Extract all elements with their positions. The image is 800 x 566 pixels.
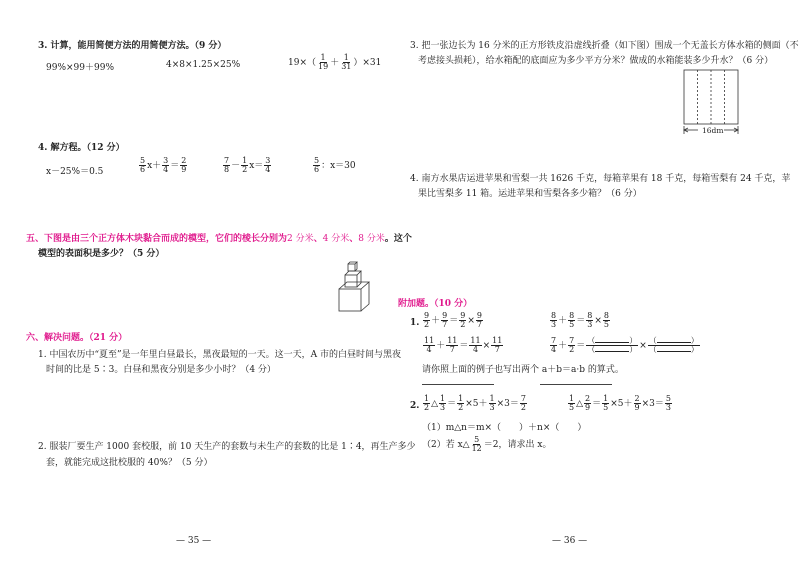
bonus-heading: 附加题。（10 分） xyxy=(398,299,473,309)
page-number-right: — 36 — xyxy=(552,536,588,546)
answer-blank[interactable] xyxy=(657,351,691,352)
bonus-sub1: （1）m△n＝m×（ ）＋n×（ ） xyxy=(422,423,587,433)
answer-blank[interactable] xyxy=(595,342,629,343)
s6-q1-line1: 1. 中国农历中“夏至”是一年里白昼最长，黑夜最短的一天。这一天，A 市的白昼时间与黑夜 xyxy=(38,350,402,360)
section5-heading: 五、下图是由三个正方体木块黏合而成的模型，它们的棱长分别为2 分米、4 分米、8 分米。这个 xyxy=(26,234,412,244)
calc-expression-2: 4×8×1.25×25% xyxy=(166,60,241,70)
answer-line-1[interactable] xyxy=(422,384,494,385)
page-number-left: — 35 — xyxy=(176,536,212,546)
calc-expression-3: 19×（ $\frac{1}{19}$ ＋ $\frac{1}{31}$ ）×31 xyxy=(288,53,382,71)
bonus-p2-example-left: $\frac{1}{2}$ △ $\frac{1}{3}$ ＝ $\frac{1}{2}$ ×5＋ $\frac{1}{3}$ ×3＝ $\frac{7}{2}$ xyxy=(424,394,526,412)
s6-q1-line2: 时间的比是 5∶3。白昼和黑夜分别是多少小时？（4 分） xyxy=(46,365,276,375)
section5-line2: 模型的表面积是多少？（5 分） xyxy=(38,249,165,259)
answer-line-2[interactable] xyxy=(540,384,612,385)
bonus-instruction: 请你照上面的例子也写出两个 a＋b＝a·b 的算式。 xyxy=(422,365,624,375)
s6-q2-line1: 2. 服装厂要生产 1000 套校服，前 10 天生产的套数与未生产的套数的比是 1∶4，再生产多少 xyxy=(38,442,416,452)
equation-4: $\frac{5}{6}$ ：x＝30 xyxy=(314,156,356,174)
bonus-p2-example-right: $\frac{1}{5}$ △ $\frac{2}{9}$ ＝ $\frac{1}{5}$ ×5＋ $\frac{2}{9}$ ×3＝ $\frac{5}{3}$ xyxy=(569,394,671,412)
q3-title: 3. 计算，能用简便方法的用简便方法。（9 分） xyxy=(38,41,227,51)
r-q4-line1: 4. 南方水果店运进苹果和雪梨一共 1626 千克，每箱苹果有 18 千克，每箱雪梨有 24 千克，苹 xyxy=(410,174,791,184)
bonus-row2-left: $\frac{11}{4}$ ＋ $\frac{11}{7}$ ＝ $\frac{11}{4}$ × $\frac{11}{7}$ xyxy=(424,336,503,354)
q4-title: 4. 解方程。（12 分） xyxy=(38,143,125,153)
equation-3: $\frac{7}{8}$ － $\frac{1}{2}$ x＝ $\frac{3}{4}$ xyxy=(224,156,271,174)
answer-blank[interactable] xyxy=(657,342,691,343)
r-q3-line1: 3. 把一张边长为 16 分米的正方形铁皮沿虚线折叠（如下图）围成一个无盖长方体水箱的侧面（不 xyxy=(410,41,799,51)
s6-q2-line2: 套，就能完成这批校服的 40%？（5 分） xyxy=(46,458,213,468)
calc-expression-1: 99%×99＋99% xyxy=(46,63,115,73)
equation-1: x－25%＝0.5 xyxy=(46,167,104,177)
bonus-sub2: （2）若 x△ $\frac{5}{12}$ ＝2，请求出 x。 xyxy=(422,435,552,453)
r-q3-line2: 考虑接头损耗），给水箱配的底面应为多少平方分米？做成的水箱能装多少升水？（6 分） xyxy=(418,56,774,66)
bonus-p1-label: 1. xyxy=(410,318,420,328)
answer-blank[interactable] xyxy=(595,351,629,352)
bonus-row1-right: $\frac{8}{3}$ ＋ $\frac{8}{5}$ ＝ $\frac{8}{3}$ × $\frac{8}{5}$ xyxy=(551,311,609,329)
r-q4-line2: 果比雪梨多 11 箱。运进苹果和雪梨各多少箱？（6 分） xyxy=(418,189,642,199)
stacked-cubes-figure xyxy=(336,255,376,313)
equation-2: $\frac{5}{6}$ x＋ $\frac{3}{4}$ ＝ $\frac{2}{9}$ xyxy=(140,156,187,174)
bonus-p2-label: 2. xyxy=(410,401,420,411)
bonus-row1-left: $\frac{9}{2}$ ＋ $\frac{9}{7}$ ＝ $\frac{9}{2}$ × $\frac{9}{7}$ xyxy=(424,311,482,329)
figure-dimension-label: 16dm xyxy=(702,126,724,135)
bonus-row2-right: $\frac{7}{4}$ ＋ $\frac{7}{2}$ ＝ $\frac{( )}{( )}$ × $\frac{( )}{( )}$ xyxy=(551,336,699,354)
section6-heading: 六、解决问题。（21 分） xyxy=(26,333,128,343)
